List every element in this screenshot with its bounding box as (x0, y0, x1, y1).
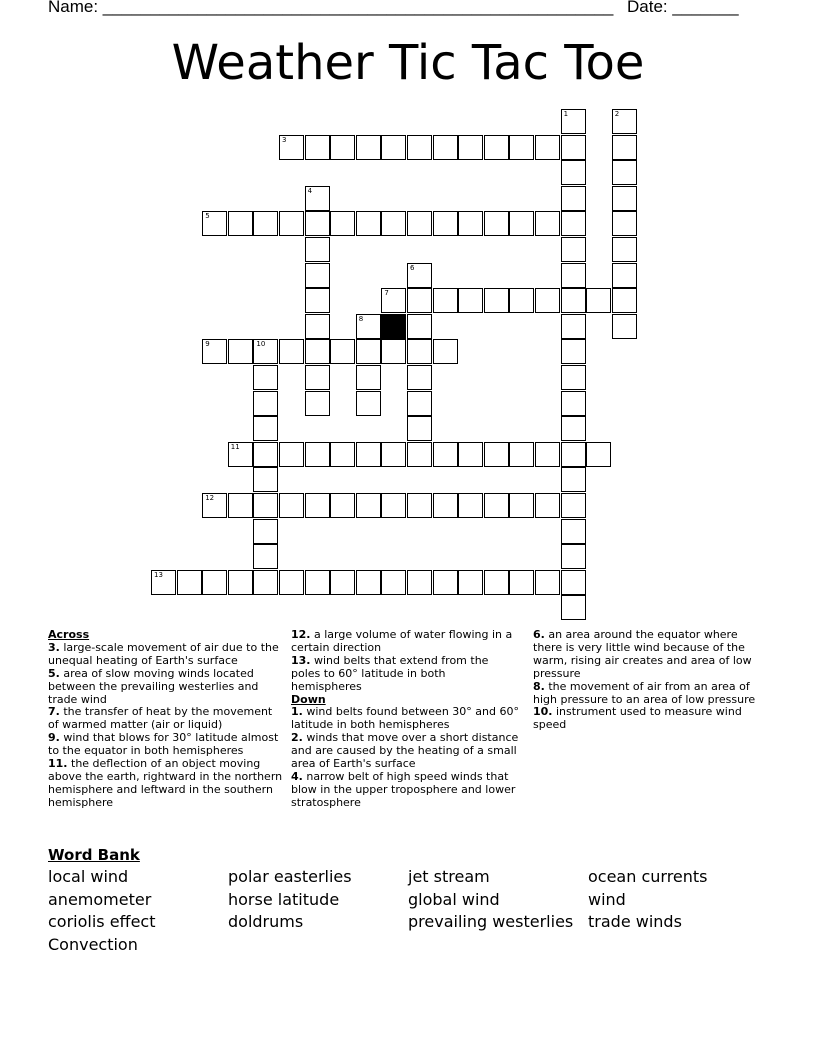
clue-number-label: 1 (563, 110, 569, 118)
crossword-cell[interactable] (561, 493, 586, 518)
crossword-cell[interactable] (253, 416, 278, 441)
clue-number: 12. (291, 628, 311, 641)
across-clue-11 (48, 758, 283, 810)
across-clue-12 (291, 629, 519, 655)
crossword-cell[interactable] (330, 211, 355, 236)
crossword-cell[interactable] (612, 109, 637, 134)
crossword-cell[interactable] (509, 211, 534, 236)
crossword-cell[interactable] (561, 467, 586, 492)
clue-number: 11. (48, 757, 68, 771)
crossword-cell[interactable] (458, 570, 483, 595)
crossword-cell[interactable] (484, 288, 509, 313)
word-bank-word: polar easterlies (228, 867, 352, 886)
across-clue-3 (48, 642, 283, 668)
crossword-cell[interactable] (535, 442, 560, 467)
crossword-cell[interactable] (279, 570, 304, 595)
crossword-cell[interactable] (484, 211, 509, 236)
word-bank-word: coriolis effect (48, 912, 156, 932)
crossword-cell[interactable] (253, 493, 278, 518)
clue-text: an area around the equator where there is very little wind because of the warm, rising air creates and area of low pressure (533, 628, 752, 680)
down-clue-6 (533, 629, 765, 681)
crossword-cell[interactable] (330, 570, 355, 595)
crossword-cell[interactable] (561, 237, 586, 262)
crossword-cell[interactable] (305, 263, 330, 288)
crossword-cell[interactable] (253, 467, 278, 492)
clue-text: a large volume of water flowing in a certain direction (291, 628, 513, 654)
clue-number: 5. (48, 666, 60, 680)
clue-text: the transfer of heat by the movement of warmed matter (air or liquid) (48, 705, 273, 732)
crossword-cell[interactable] (253, 519, 278, 544)
across-clue-7 (48, 706, 283, 732)
crossword-cell[interactable] (381, 288, 406, 313)
clue-number-label: 13 (154, 570, 163, 579)
crossword-cell[interactable] (305, 288, 330, 313)
crossword-cell[interactable] (228, 339, 253, 364)
clue-number-label: 5 (205, 212, 210, 221)
crossword-cell[interactable] (356, 365, 381, 390)
crossword-cell[interactable] (253, 211, 278, 236)
word-bank-word: ocean currents (588, 867, 708, 886)
word-bank-word: prevailing westerlies (408, 912, 574, 932)
crossword-cell[interactable] (458, 135, 483, 160)
clue-number-label: 8 (358, 314, 364, 323)
word-bank-column-1 (48, 866, 156, 957)
crossword-cell[interactable] (433, 339, 458, 364)
crossword-cell[interactable] (458, 442, 483, 467)
word-bank-word: trade winds (588, 912, 682, 932)
crossword-cell[interactable] (407, 365, 432, 390)
crossword-cell[interactable] (381, 135, 406, 160)
word-bank-word: jet stream (408, 867, 490, 886)
clue-number: 7. (48, 705, 60, 719)
crossword-cell[interactable] (509, 442, 534, 467)
crossword-cell[interactable] (561, 365, 586, 390)
clue-number: 10. (533, 705, 553, 719)
crossword-cell[interactable] (381, 442, 406, 467)
crossword-cell[interactable] (509, 570, 534, 595)
word-bank-column-4 (588, 866, 708, 934)
crossword-cell[interactable] (433, 493, 458, 518)
clue-text: large-scale movement of air due to the unequal heating of Earth's surface (48, 640, 279, 667)
crossword-cell[interactable] (535, 135, 560, 160)
crossword-cell[interactable] (330, 493, 355, 518)
crossword-cell[interactable] (535, 211, 560, 236)
clue-number: 2. (291, 731, 303, 745)
crossword-cell[interactable] (407, 493, 432, 518)
down-clue-1 (291, 706, 519, 732)
crossword-cell[interactable] (253, 570, 278, 595)
clue-number-label: 11 (230, 442, 240, 451)
crossword-cell[interactable] (561, 263, 586, 288)
clue-number-label: 2 (614, 110, 620, 118)
crossword-cell[interactable] (330, 339, 355, 364)
crossword-cell[interactable] (407, 211, 432, 236)
crossword-cell[interactable] (279, 339, 304, 364)
crossword-cell[interactable] (407, 314, 432, 339)
crossword-cell[interactable] (253, 544, 278, 569)
crossword-cell[interactable] (356, 570, 381, 595)
name-field-label: Name: ______________________________________________________ (48, 0, 614, 16)
crossword-cell[interactable] (407, 391, 432, 416)
clue-number: 3. (48, 640, 60, 654)
crossword-cell[interactable] (433, 211, 458, 236)
crossword-block (381, 314, 406, 339)
crossword-cell[interactable] (458, 288, 483, 313)
crossword-cell[interactable] (381, 493, 406, 518)
crossword-cell[interactable] (202, 493, 227, 518)
crossword-cell[interactable] (330, 135, 355, 160)
clue-text: winds that move over a short distance and are caused by the heating of a small area of Earth's surface (291, 731, 519, 771)
crossword-cell[interactable] (202, 570, 227, 595)
down-heading: Down (291, 692, 326, 706)
crossword-cell[interactable] (433, 135, 458, 160)
crossword-cell[interactable] (535, 288, 560, 313)
crossword-cell[interactable] (330, 442, 355, 467)
crossword-cell[interactable] (228, 570, 253, 595)
crossword-cell[interactable] (458, 211, 483, 236)
crossword-cell[interactable] (509, 493, 534, 518)
crossword-cell[interactable] (305, 211, 330, 236)
crossword-cell[interactable] (228, 442, 253, 467)
crossword-cell[interactable] (407, 442, 432, 467)
down-clue-10 (533, 706, 765, 732)
crossword-cell[interactable] (509, 288, 534, 313)
crossword-cell[interactable] (279, 493, 304, 518)
crossword-cell[interactable] (561, 160, 586, 185)
crossword-cell[interactable] (561, 339, 586, 364)
word-bank-word: local wind (48, 867, 129, 886)
crossword-cell[interactable] (586, 288, 611, 313)
crossword-cell[interactable] (433, 288, 458, 313)
crossword-cell[interactable] (228, 493, 253, 518)
crossword-cell[interactable] (356, 391, 381, 416)
crossword-cell[interactable] (561, 595, 586, 620)
word-bank-title: Word Bank (48, 846, 140, 864)
word-bank-column-2 (228, 866, 352, 934)
crossword-cell[interactable] (561, 544, 586, 569)
crossword-cell[interactable] (305, 186, 330, 211)
crossword-cell[interactable] (356, 314, 381, 339)
across-heading: Across (48, 628, 90, 641)
clue-text: wind belts that extend from the poles to 60° latitude in both hemispheres (291, 653, 489, 693)
crossword-cell[interactable] (305, 442, 330, 467)
clue-number: 1. (291, 705, 303, 719)
crossword-cell[interactable] (612, 314, 637, 339)
crossword-cell[interactable] (407, 263, 432, 288)
crossword-cell[interactable] (279, 211, 304, 236)
crossword-cell[interactable] (484, 442, 509, 467)
clue-number-label: 10 (256, 340, 266, 349)
crossword-cell[interactable] (305, 135, 330, 160)
crossword-cell[interactable] (381, 211, 406, 236)
crossword-cell[interactable] (253, 365, 278, 390)
page-title: Weather Tic Tac Toe (171, 35, 645, 91)
crossword-cell[interactable] (535, 570, 560, 595)
word-bank-word: doldrums (228, 912, 304, 932)
crossword-cell[interactable] (612, 263, 637, 288)
word-bank-word: wind (588, 889, 626, 909)
crossword-cell[interactable] (561, 109, 586, 134)
clue-number: 4. (291, 769, 303, 783)
crossword-cell[interactable] (305, 339, 330, 364)
crossword-cell[interactable] (356, 493, 381, 518)
crossword-cell[interactable] (612, 135, 637, 160)
clue-text: the movement of air from an area of high pressure to an area of low pressure (533, 679, 756, 706)
crossword-cell[interactable] (612, 211, 637, 236)
crossword-cell[interactable] (407, 339, 432, 364)
crossword-cell[interactable] (202, 339, 227, 364)
down-clue-8 (533, 681, 765, 707)
crossword-cell[interactable] (433, 442, 458, 467)
crossword-cell[interactable] (253, 442, 278, 467)
crossword-cell[interactable] (484, 570, 509, 595)
down-clue-4 (291, 771, 519, 810)
crossword-cell[interactable] (509, 135, 534, 160)
crossword-cell[interactable] (228, 211, 253, 236)
crossword-cell[interactable] (356, 135, 381, 160)
crossword-cell[interactable] (561, 211, 586, 236)
clue-text: instrument used to measure wind speed (533, 705, 742, 732)
crossword-cell[interactable] (561, 442, 586, 467)
crossword-cell[interactable] (177, 570, 202, 595)
crossword-cell[interactable] (305, 493, 330, 518)
crossword-cell[interactable] (305, 237, 330, 262)
clue-number-label: 9 (205, 340, 210, 349)
crossword-cell[interactable] (433, 570, 458, 595)
crossword-cell[interactable] (253, 391, 278, 416)
crossword-cell[interactable] (561, 288, 586, 313)
clue-number-label: 3 (282, 135, 287, 144)
clue-number: 9. (48, 731, 60, 745)
clue-number: 13. (291, 653, 311, 667)
clue-text: area of slow moving winds located between the prevailing westerlies and trade wind (48, 666, 259, 706)
word-bank-word: global wind (408, 889, 500, 909)
clue-number-label: 7 (384, 289, 389, 298)
crossword-cell[interactable] (407, 135, 432, 160)
crossword-cell[interactable] (151, 570, 176, 595)
crossword-cell[interactable] (561, 570, 586, 595)
clue-number-label: 6 (410, 263, 415, 272)
date-field-label: Date: _______ (627, 0, 739, 16)
across-clue-5 (48, 668, 283, 707)
crossword-cell[interactable] (305, 365, 330, 390)
crossword-cell[interactable] (484, 493, 509, 518)
word-bank-column-3 (408, 866, 573, 934)
crossword-cell[interactable] (612, 237, 637, 262)
crossword-cell[interactable] (612, 288, 637, 313)
crossword-cell[interactable] (561, 186, 586, 211)
word-bank-word: Convection (48, 935, 138, 955)
clues-column-1 (48, 629, 283, 810)
crossword-cell[interactable] (458, 493, 483, 518)
crossword-cell[interactable] (561, 314, 586, 339)
clue-text: narrow belt of high speed winds that blow in the upper troposphere and lower stratosphere (291, 769, 516, 809)
clue-number-label: 12 (205, 494, 215, 502)
crossword-cell[interactable] (279, 442, 304, 467)
clues-column-2 (291, 629, 519, 810)
down-clue-2 (291, 732, 519, 771)
word-bank-word: horse latitude (228, 889, 340, 909)
clue-number-label: 4 (307, 186, 313, 195)
crossword-cell[interactable] (253, 339, 278, 364)
crossword-cell[interactable] (202, 211, 227, 236)
crossword-cell[interactable] (356, 442, 381, 467)
crossword-cell[interactable] (612, 186, 637, 211)
clue-number: 6. (533, 628, 545, 641)
across-clue-9 (48, 732, 283, 758)
crossword-cell[interactable] (381, 339, 406, 364)
clue-text: the deflection of an object moving above the earth, rightward in the northern hemisphere and leftward in the southern hemisphere (48, 757, 283, 809)
crossword-cell[interactable] (561, 391, 586, 416)
crossword-cell[interactable] (407, 288, 432, 313)
clue-text: wind belts found between 30° and 60° latitude in both hemispheres (291, 705, 519, 732)
word-bank-word: anemometer (48, 889, 152, 909)
clue-number: 8. (533, 679, 545, 693)
crossword-cell[interactable] (612, 160, 637, 185)
crossword-cell[interactable] (305, 314, 330, 339)
crossword-cell[interactable] (279, 135, 304, 160)
crossword-cell[interactable] (561, 416, 586, 441)
crossword-cell[interactable] (356, 339, 381, 364)
crossword-cell[interactable] (381, 570, 406, 595)
crossword-cell[interactable] (407, 416, 432, 441)
crossword-cell[interactable] (561, 519, 586, 544)
clues-column-3 (533, 629, 765, 732)
crossword-cell[interactable] (535, 493, 560, 518)
clue-text: wind that blows for 30° latitude almost to the equator in both hemispheres (48, 731, 279, 758)
crossword-cell[interactable] (561, 135, 586, 160)
crossword-cell[interactable] (484, 135, 509, 160)
across-clue-13 (291, 655, 519, 694)
crossword-cell[interactable] (305, 570, 330, 595)
crossword-cell[interactable] (407, 570, 432, 595)
crossword-cell[interactable] (586, 442, 611, 467)
crossword-cell[interactable] (356, 211, 381, 236)
crossword-cell[interactable] (305, 391, 330, 416)
